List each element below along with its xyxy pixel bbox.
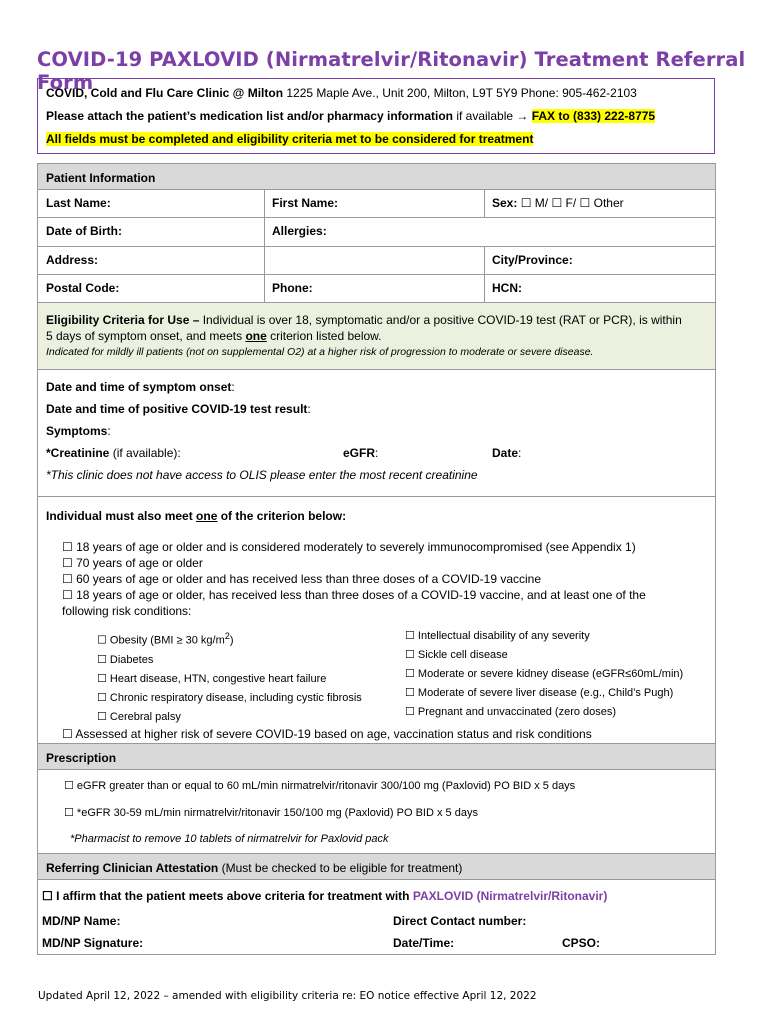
risk-item[interactable]: ☐ Pregnant and unvaccinated (zero doses): [405, 706, 617, 718]
risk-item[interactable]: ☐ Intellectual disability of any severity: [405, 630, 590, 642]
date-time-field[interactable]: Date/Time:: [393, 936, 455, 950]
address-field[interactable]: Address:: [46, 253, 99, 267]
symptom-onset-field[interactable]: [46, 380, 235, 394]
sex-options[interactable]: ☐ M/ ☐ F/ ☐ Other: [520, 196, 624, 210]
criteria-item[interactable]: ☐ 70 years of age or older: [62, 556, 203, 570]
date-field[interactable]: [492, 446, 521, 460]
criteria-item[interactable]: ☐ 60 years of age or older and has received less than three doses of a COVID-19 vaccine: [62, 572, 542, 586]
eligibility-line2a: 5 days of symptom onset, and meets: [46, 329, 246, 343]
creatinine-if-available: (if available):: [109, 446, 181, 460]
all-fields-text: All fields must be completed and eligibility criteria met to be considered for treatment: [46, 132, 534, 146]
risk-conditions-right: [405, 627, 683, 722]
prescription-section-header: [38, 744, 715, 769]
symptom-onset-label: Date and time of symptom onset: [46, 380, 232, 394]
risk-item[interactable]: ☐ Chronic respiratory disease, including cystic fibrosis: [97, 691, 362, 704]
phone-field[interactable]: Phone:: [272, 281, 313, 295]
egfr-field[interactable]: [343, 446, 378, 460]
positive-test-colon: :: [307, 402, 311, 416]
attach-bold: Please attach the patient’s medication list and/or pharmacy information: [46, 109, 453, 123]
criteria-item[interactable]: ☐ 18 years of age or older, has received less than three doses of a COVID-19 vaccine, and at least one of the: [62, 588, 646, 602]
first-name-field[interactable]: First Name:: [272, 196, 339, 210]
risk-obesity-close: ): [229, 634, 234, 647]
affirm-checkbox[interactable]: [42, 889, 607, 903]
risk-item[interactable]: ☐ Moderate of severe liver disease (e.g., Child’s Pugh): [405, 687, 674, 699]
risk-conditions-left: [97, 627, 362, 727]
symptoms-field[interactable]: [46, 424, 111, 438]
egfr-label: eGFR: [343, 446, 376, 460]
risk-item[interactable]: ☐ Moderate or severe kidney disease (eGFR≤60mL/min): [405, 668, 684, 680]
criteria-heading: [46, 509, 346, 523]
creatinine-field[interactable]: [46, 446, 181, 460]
criteria-item[interactable]: ☐ 18 years of age or older and is considered moderately to severely immunocompromised (see Appendix 1): [62, 540, 636, 554]
prescription-title: Prescription: [46, 751, 117, 765]
symptom-onset-colon: :: [231, 380, 235, 394]
cpso-field[interactable]: CPSO:: [562, 936, 601, 950]
criteria-item-continued: following risk conditions:: [62, 604, 192, 618]
attestation-title-rest: (Must be checked to be eligible for treatment): [218, 861, 463, 875]
attach-rest: if available →: [453, 109, 532, 123]
date-label: Date: [492, 446, 519, 460]
criteria-list: [62, 539, 646, 619]
hcn-field[interactable]: HCN:: [492, 281, 522, 295]
risk-item[interactable]: ☐ Diabetes: [97, 653, 154, 666]
city-field[interactable]: City/Province:: [492, 253, 573, 267]
attestation-title: [46, 861, 462, 875]
sex-field[interactable]: [492, 196, 624, 210]
clinic-name: COVID, Cold and Flu Care Clinic @ Milton: [46, 86, 284, 100]
fax-number: FAX to (833) 222-8775: [531, 109, 656, 123]
positive-test-label: Date and time of positive COVID-19 test result: [46, 402, 308, 416]
clinic-address: 1225 Maple Ave., Unit 200, Milton, L9T 5Y9 Phone: 905-462-2103: [283, 86, 637, 100]
form-title: COVID-19 PAXLOVID (Nirmatrelvir/Ritonavir) Treatment Referral Form: [37, 48, 746, 94]
patient-section-title: Patient Information: [46, 171, 156, 185]
criteria-heading-b: of the criterion below:: [217, 509, 347, 523]
affirm-drug: PAXLOVID (Nirmatrelvir/Ritonavir): [412, 889, 608, 903]
risk-item[interactable]: ☐ Cerebral palsy: [97, 710, 181, 723]
md-signature-field[interactable]: MD/NP Signature:: [42, 936, 144, 950]
allergies-field[interactable]: Allergies:: [272, 224, 327, 238]
risk-item[interactable]: ☐ Heart disease, HTN, congestive heart failure: [97, 672, 327, 685]
pharmacist-note: *Pharmacist to remove 10 tablets of nirmatrelvir for Paxlovid pack: [70, 833, 389, 845]
prescription-option-1[interactable]: ☐ eGFR greater than or equal to 60 mL/min nirmatrelvir/ritonavir 300/100 mg (Paxlovid) PO BID x 5 days: [64, 780, 576, 792]
risk-obesity-text: ☐ Obesity (BMI ≥ 30 kg/m: [97, 634, 225, 647]
symptoms-colon: :: [107, 424, 111, 438]
dob-field[interactable]: Date of Birth:: [46, 224, 122, 238]
footer-note: Updated April 12, 2022 – amended with eligibility criteria re: EO notice effective April 12, 2022: [38, 990, 537, 1002]
risk-obesity-sup: 2: [224, 631, 230, 641]
date-colon: :: [518, 446, 522, 460]
prescription-option-2[interactable]: ☐ *eGFR 30-59 mL/min nirmatrelvir/ritonavir 150/100 mg (Paxlovid) PO BID x 5 days: [64, 807, 478, 819]
postal-code-field[interactable]: Postal Code:: [46, 281, 120, 295]
eligibility-one: one: [245, 329, 267, 343]
assessed-checkbox[interactable]: ☐ Assessed at higher risk of severe COVID-19 based on age, vaccination status and risk conditions: [62, 727, 592, 741]
last-name-field[interactable]: Last Name:: [46, 196, 111, 210]
eligibility-line2b: criterion listed below.: [266, 329, 382, 343]
risk-item-obesity[interactable]: [97, 627, 362, 651]
eligibility-criteria: [46, 312, 714, 328]
criteria-heading-a: Individual must also meet: [46, 509, 197, 523]
attestation-title-bold: Referring Clinician Attestation: [46, 861, 219, 875]
affirm-text: ☐ I affirm that the patient meets above criteria for treatment with: [42, 889, 413, 903]
criteria-heading-one: one: [196, 509, 218, 523]
sex-label: Sex:: [492, 196, 518, 210]
olis-note: *This clinic does not have access to OLIS please enter the most recent creatinine: [46, 468, 478, 482]
md-name-field[interactable]: MD/NP Name:: [42, 914, 121, 928]
indicated-note: Indicated for mildly ill patients (not on supplemental O2) at a higher risk of progression to moderate or severe disease.: [46, 346, 594, 358]
clinic-info-line: [46, 83, 637, 104]
all-fields-notice: [46, 129, 533, 150]
eligibility-line2: [46, 328, 382, 344]
positive-test-field[interactable]: [46, 402, 311, 416]
risk-item[interactable]: ☐ Sickle cell disease: [405, 649, 508, 661]
contact-number-field[interactable]: Direct Contact number:: [393, 914, 527, 928]
eligibility-bold: Eligibility Criteria for Use –: [46, 313, 200, 327]
attach-instruction: [46, 106, 655, 127]
creatinine-label: *Creatinine: [46, 446, 110, 460]
egfr-colon: :: [375, 446, 379, 460]
symptoms-label: Symptoms: [46, 424, 108, 438]
eligibility-line1: Individual is over 18, symptomatic and/or a positive COVID-19 test (RAT or PCR), is within: [199, 313, 682, 327]
